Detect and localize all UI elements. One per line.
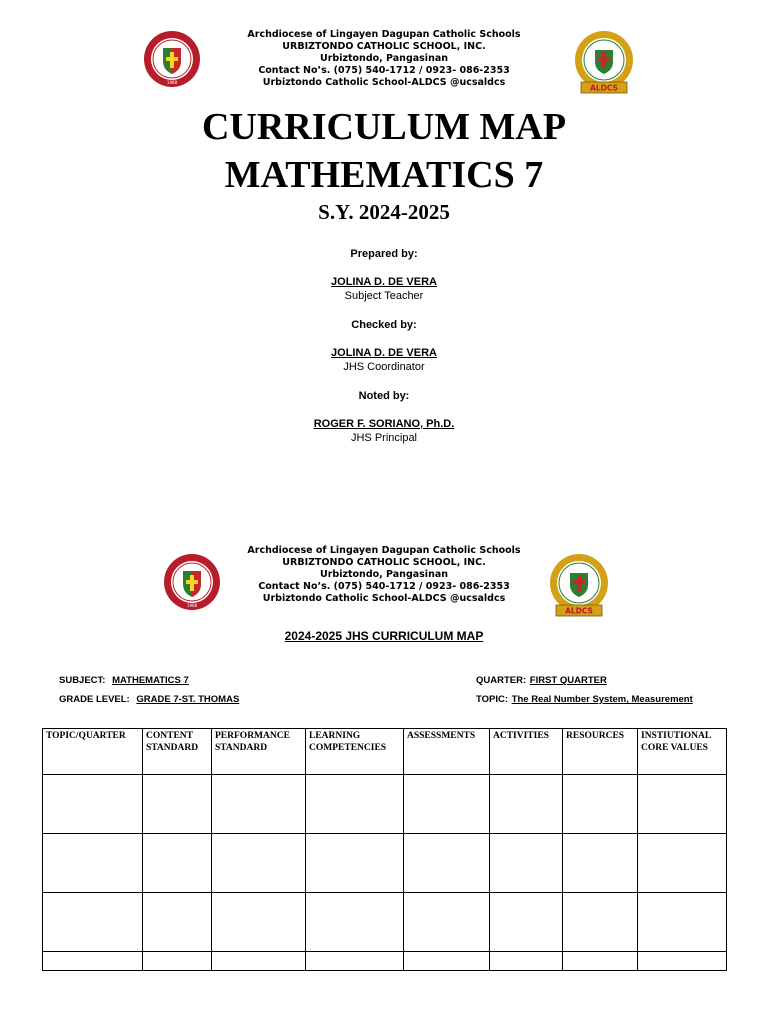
signatory-name: JOLINA D. DE VERA bbox=[331, 276, 437, 288]
table-cell bbox=[563, 775, 638, 834]
header-line: Urbiztondo, Pangasinan bbox=[320, 569, 448, 580]
table-cell bbox=[212, 775, 306, 834]
signatory-name: ROGER F. SORIANO, Ph.D. bbox=[313, 418, 455, 430]
signatory-label: Noted by: bbox=[358, 390, 410, 402]
curriculum-map-title: 2024-2025 JHS CURRICULUM MAP bbox=[284, 629, 484, 643]
svg-text:1968: 1968 bbox=[166, 80, 178, 85]
table-cell bbox=[638, 775, 727, 834]
header-line: URBIZTONDO CATHOLIC SCHOOL, INC. bbox=[282, 557, 486, 568]
table-cell bbox=[563, 893, 638, 952]
column-header: CONTENT STANDARD bbox=[143, 729, 212, 775]
signatory-checked bbox=[0, 318, 768, 374]
table-cell bbox=[212, 893, 306, 952]
table-cell bbox=[143, 952, 212, 971]
school-seal-logo bbox=[163, 553, 221, 611]
table-cell bbox=[143, 834, 212, 893]
grade-level-label: GRADE LEVEL: bbox=[59, 694, 130, 705]
grade-level-value: GRADE 7-ST. THOMAS bbox=[136, 694, 240, 705]
table-cell bbox=[43, 834, 143, 893]
table-cell bbox=[638, 952, 727, 971]
table-cell bbox=[490, 834, 563, 893]
table-cell bbox=[490, 952, 563, 971]
column-header: ASSESSMENTS bbox=[404, 729, 490, 775]
topic-label: TOPIC: bbox=[476, 694, 509, 705]
column-header: LEARNING COMPETENCIES bbox=[306, 729, 404, 775]
signatory-position: JHS Coordinator bbox=[343, 361, 425, 373]
signatory-position: Subject Teacher bbox=[344, 290, 424, 302]
table-row bbox=[43, 834, 727, 893]
table-cell bbox=[143, 893, 212, 952]
table-cell bbox=[638, 893, 727, 952]
table-cell bbox=[404, 952, 490, 971]
column-header: ACTIVITIES bbox=[490, 729, 563, 775]
table-row bbox=[43, 893, 727, 952]
school-header bbox=[234, 545, 534, 605]
signatory-noted bbox=[0, 389, 768, 445]
header-line: Urbiztondo Catholic School-ALDCS @ucsaldcs bbox=[262, 77, 506, 88]
table-cell bbox=[306, 893, 404, 952]
table-cell bbox=[212, 834, 306, 893]
header-line: Archdiocese of Lingayen Dagupan Catholic Schools bbox=[247, 29, 521, 40]
school-header bbox=[234, 29, 534, 89]
school-seal-logo bbox=[143, 30, 201, 88]
table-cell bbox=[638, 834, 727, 893]
table-cell bbox=[143, 775, 212, 834]
table-cell bbox=[212, 952, 306, 971]
table-cell bbox=[306, 775, 404, 834]
subject-value: MATHEMATICS 7 bbox=[112, 675, 189, 686]
column-header: RESOURCES bbox=[563, 729, 638, 775]
table-cell bbox=[563, 952, 638, 971]
school-year: S.Y. 2024-2025 bbox=[318, 200, 450, 224]
signatory-label: Checked by: bbox=[351, 319, 417, 331]
header-line: Archdiocese of Lingayen Dagupan Catholic Schools bbox=[247, 545, 521, 556]
header-line: Urbiztondo, Pangasinan bbox=[320, 53, 448, 64]
table-cell bbox=[43, 952, 143, 971]
svg-text:ALDCS: ALDCS bbox=[565, 606, 593, 616]
header-line: URBIZTONDO CATHOLIC SCHOOL, INC. bbox=[282, 41, 486, 52]
table-cell bbox=[404, 775, 490, 834]
table-cell bbox=[404, 893, 490, 952]
topic-value: The Real Number System, Measurement bbox=[511, 694, 693, 705]
signatory-position: JHS Principal bbox=[350, 432, 418, 444]
header-line: Contact No’s. (075) 540-1712 / 0923- 086-2353 bbox=[258, 65, 510, 76]
svg-text:ALDCS: ALDCS bbox=[590, 83, 618, 93]
table-row bbox=[43, 775, 727, 834]
quarter-field bbox=[476, 675, 607, 686]
signatory-label: Prepared by: bbox=[350, 248, 418, 260]
svg-text:1968: 1968 bbox=[186, 603, 198, 608]
aldcs-seal-logo bbox=[548, 553, 610, 619]
table-cell bbox=[563, 834, 638, 893]
grade-level-field bbox=[59, 694, 239, 705]
table-cell bbox=[306, 952, 404, 971]
table-header-row bbox=[43, 729, 727, 775]
header-line: Contact No’s. (075) 540-1712 / 0923- 086-2353 bbox=[258, 581, 510, 592]
table-cell bbox=[404, 834, 490, 893]
table-cell bbox=[43, 775, 143, 834]
quarter-value: FIRST QUARTER bbox=[529, 675, 607, 686]
signatory-name: JOLINA D. DE VERA bbox=[331, 347, 437, 359]
quarter-label: QUARTER: bbox=[476, 675, 527, 686]
curriculum-map-table bbox=[42, 728, 727, 971]
table-cell bbox=[306, 834, 404, 893]
table-cell bbox=[490, 893, 563, 952]
header-line: Urbiztondo Catholic School-ALDCS @ucsaldcs bbox=[262, 593, 506, 604]
cover-subject-title: MATHEMATICS 7 bbox=[224, 154, 544, 196]
table-cell bbox=[490, 775, 563, 834]
topic-field bbox=[476, 694, 693, 705]
cover-title: CURRICULUM MAP bbox=[201, 106, 567, 148]
subject-field bbox=[59, 675, 189, 686]
column-header: INSTIUTIONAL CORE VALUES bbox=[638, 729, 727, 775]
signatory-prepared bbox=[0, 247, 768, 303]
column-header: PERFORMANCE STANDARD bbox=[212, 729, 306, 775]
table-cell bbox=[43, 893, 143, 952]
subject-label: SUBJECT: bbox=[59, 675, 106, 686]
aldcs-seal-logo bbox=[573, 30, 635, 96]
table-row bbox=[43, 952, 727, 971]
column-header: TOPIC/QUARTER bbox=[43, 729, 143, 775]
